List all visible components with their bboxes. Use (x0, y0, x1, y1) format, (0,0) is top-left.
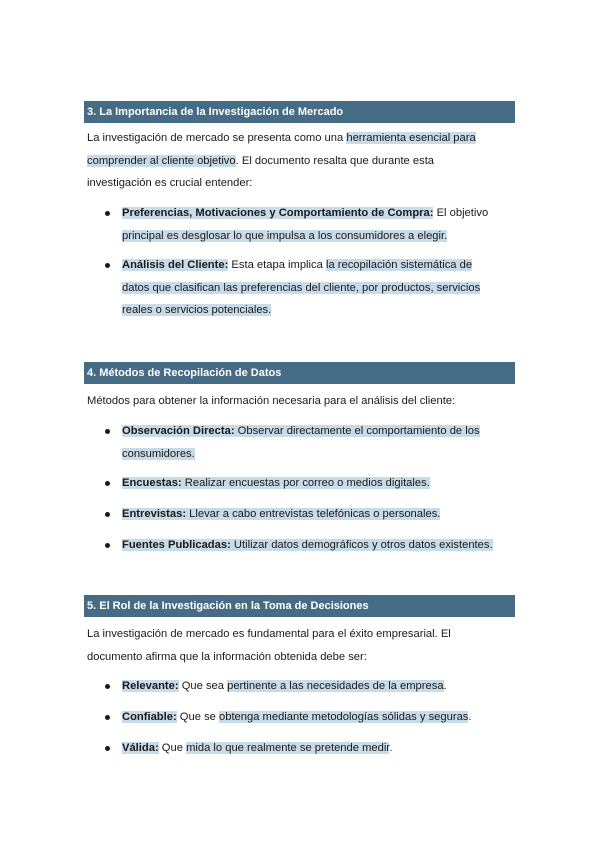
bullet-icon (105, 211, 110, 216)
bullet-item: Confiable: Que se obtenga mediante metodologías sólidas y seguras. (122, 706, 512, 729)
bullet-item: Relevante: Que sea pertinente a las necesidades de la empresa. (122, 675, 512, 698)
section-5-header: 5. El Rol de la Investigación en la Toma de Decisiones (84, 595, 515, 617)
bullet-item: Encuestas: Realizar encuestas por correo o medios digitales. (122, 472, 512, 495)
bullet-icon (105, 512, 110, 517)
bullet-icon (105, 684, 110, 689)
section-4-intro: Métodos para obtener la información necesaria para el análisis del cliente: (87, 395, 456, 407)
section-3-header: 3. La Importancia de la Investigación de Mercado (84, 101, 515, 123)
section-3-intro: La investigación de mercado se presenta como una herramienta esencial para comprender al cliente objetivo. El documento resalta que durante esta investigación es crucial entender: (87, 132, 476, 189)
bullet-icon (105, 429, 110, 434)
section-5-intro: La investigación de mercado es fundamental para el éxito empresarial. El documento afirma que la información obtenida debe ser: (87, 628, 451, 663)
bullet-icon (105, 715, 110, 720)
bullet-item: Análisis del Cliente: Esta etapa implica la recopilación sistemática de datos que clasifican las preferencias del cliente, por productos, servicios reales o servicios potenciales. (122, 254, 512, 322)
bullet-icon (105, 263, 110, 268)
bullet-item: Preferencias, Motivaciones y Comportamiento de Compra: El objetivo principal es desglosar lo que impulsa a los consumidores a elegir. (122, 202, 512, 247)
bullet-icon (105, 481, 110, 486)
bullet-item: Observación Directa: Observar directamente el comportamiento de los consumidores. (122, 420, 512, 465)
bullet-item: Entrevistas: Llevar a cabo entrevistas telefónicas o personales. (122, 503, 512, 526)
bullet-item: Fuentes Publicadas: Utilizar datos demográficos y otros datos existentes. (122, 534, 512, 557)
bullet-icon (105, 746, 110, 751)
bullet-icon (105, 543, 110, 548)
bullet-item: Válida: Que mida lo que realmente se pretende medir. (122, 737, 512, 760)
section-4-header: 4. Métodos de Recopilación de Datos (84, 362, 515, 384)
